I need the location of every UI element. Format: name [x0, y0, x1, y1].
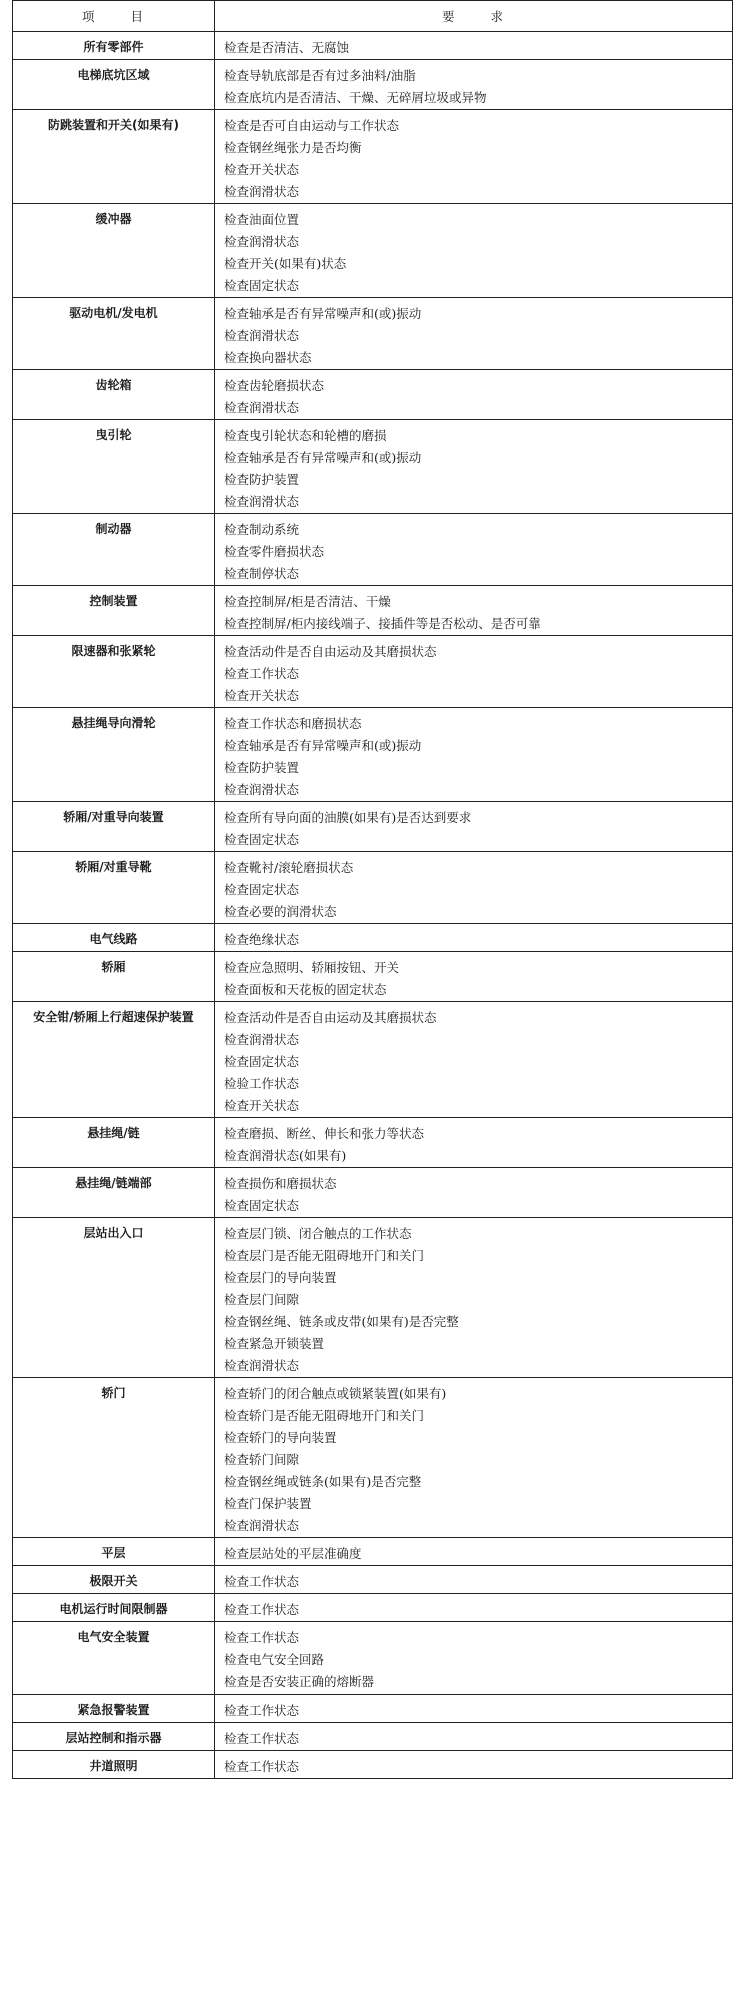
table-row: [13, 852, 733, 924]
table-row: [13, 1378, 733, 1538]
requirement-cell: [215, 708, 733, 802]
requirement-line: 检查润滑状态: [224, 494, 300, 509]
requirement-cell: [215, 802, 733, 852]
requirement-cell: [215, 1118, 733, 1168]
requirement-cell: [215, 1695, 733, 1723]
requirement-line: 检查固定状态: [224, 278, 300, 293]
requirement-line: 检查开关状态: [224, 1098, 300, 1113]
requirement-line: 检查润滑状态: [224, 234, 300, 249]
requirement-line: 检查绝缘状态: [224, 932, 300, 947]
requirement-line: 检查固定状态: [224, 882, 300, 897]
item-cell: 齿轮箱: [13, 370, 215, 420]
requirement-line: 检查制动系统: [224, 522, 300, 537]
requirement-line: 检查活动件是否自由运动及其磨损状态: [224, 1010, 437, 1025]
requirement-line: 检查磨损、断丝、伸长和张力等状态: [224, 1126, 425, 1141]
requirement-line: 检查所有导向面的油膜(如果有)是否达到要求: [224, 810, 472, 825]
requirement-line: 检查轿门是否能无阻碍地开门和关门: [224, 1408, 425, 1423]
requirement-line: 检查轿门间隙: [224, 1452, 300, 1467]
requirement-line: 检查工作状态: [224, 1574, 300, 1589]
table-header-row: [13, 1, 733, 32]
item-cell: 电气线路: [13, 924, 215, 952]
requirement-line: 检查油面位置: [224, 212, 300, 227]
item-cell: 防跳装置和开关(如果有): [13, 110, 215, 204]
item-cell: 限速器和张紧轮: [13, 636, 215, 708]
requirement-line: 检查面板和天花板的固定状态: [224, 982, 387, 997]
table-row: [13, 1002, 733, 1118]
table-row: [13, 1723, 733, 1751]
requirement-line: 检查钢丝绳张力是否均衡: [224, 140, 362, 155]
table-row: [13, 420, 733, 514]
requirement-cell: [215, 1218, 733, 1378]
requirement-line: 检查润滑状态: [224, 184, 300, 199]
requirement-cell: [215, 636, 733, 708]
requirement-cell: [215, 1566, 733, 1594]
requirement-line: 检查工作状态: [224, 1731, 300, 1746]
requirement-line: 检查换向器状态: [224, 350, 312, 365]
table-row: [13, 708, 733, 802]
table-row: [13, 32, 733, 60]
requirement-line: 检查是否安装正确的熔断器: [224, 1674, 375, 1689]
requirement-line: 检查固定状态: [224, 832, 300, 847]
item-cell: 悬挂绳导向滑轮: [13, 708, 215, 802]
requirement-cell: [215, 952, 733, 1002]
requirement-cell: [215, 1723, 733, 1751]
table-row: [13, 1218, 733, 1378]
requirement-line: 检查钢丝绳或链条(如果有)是否完整: [224, 1474, 422, 1489]
requirement-cell: [215, 1168, 733, 1218]
requirement-line: 检查轿门的导向装置: [224, 1430, 337, 1445]
item-column-header: [13, 1, 215, 32]
requirement-line: 检查活动件是否自由运动及其磨损状态: [224, 644, 437, 659]
requirement-line: 检查开关状态: [224, 162, 300, 177]
requirement-line: 检查工作状态和磨损状态: [224, 716, 362, 731]
requirement-line: 检查靴衬/滚轮磨损状态: [224, 860, 354, 875]
requirement-line: 检查固定状态: [224, 1198, 300, 1213]
requirement-cell: [215, 1594, 733, 1622]
table-row: [13, 1622, 733, 1695]
item-cell: 轿门: [13, 1378, 215, 1538]
requirement-line: 检查工作状态: [224, 1703, 300, 1718]
requirement-line: 检查层门锁、闭合触点的工作状态: [224, 1226, 412, 1241]
item-cell: 制动器: [13, 514, 215, 586]
requirement-line: 检查控制屏/柜是否清洁、干燥: [224, 594, 391, 609]
table-row: [13, 924, 733, 952]
requirement-cell: [215, 1538, 733, 1566]
table-row: [13, 636, 733, 708]
requirement-cell: [215, 1002, 733, 1118]
requirement-line: 检查门保护装置: [224, 1496, 312, 1511]
table-row: [13, 1118, 733, 1168]
table-row: [13, 1168, 733, 1218]
requirement-line: 检查紧急开锁装置: [224, 1336, 325, 1351]
requirement-line: 检查开关(如果有)状态: [224, 256, 347, 271]
requirement-line: 检查润滑状态: [224, 400, 300, 415]
requirement-line: 检查轴承是否有异常噪声和(或)振动: [224, 738, 422, 753]
requirement-line: 检查是否可自由运动与工作状态: [224, 118, 400, 133]
requirement-line: 检查润滑状态: [224, 782, 300, 797]
table-row: [13, 1594, 733, 1622]
item-cell: 悬挂绳/链: [13, 1118, 215, 1168]
requirement-line: 检查润滑状态: [224, 328, 300, 343]
requirement-line: 检查润滑状态: [224, 1518, 300, 1533]
requirement-cell: [215, 1751, 733, 1779]
requirement-line: 检查必要的润滑状态: [224, 904, 337, 919]
table-row: [13, 60, 733, 110]
item-cell: 轿厢/对重导靴: [13, 852, 215, 924]
item-cell: 平层: [13, 1538, 215, 1566]
requirement-line: 检查工作状态: [224, 666, 300, 681]
requirement-line: 检查工作状态: [224, 1759, 300, 1774]
requirement-line: 检查层门的导向装置: [224, 1270, 337, 1285]
req-header-char-1: 要: [441, 9, 457, 24]
requirement-line: 检查工作状态: [224, 1602, 300, 1617]
table-row: [13, 110, 733, 204]
requirement-cell: [215, 370, 733, 420]
requirement-cell: [215, 514, 733, 586]
table-row: [13, 952, 733, 1002]
item-cell: 紧急报警装置: [13, 1695, 215, 1723]
table-body: [13, 32, 733, 1779]
table-row: [13, 1695, 733, 1723]
item-cell: 轿厢: [13, 952, 215, 1002]
table-row: [13, 1751, 733, 1779]
table-row: [13, 1566, 733, 1594]
requirement-line: 检查润滑状态: [224, 1358, 300, 1373]
requirement-line: 检查钢丝绳、链条或皮带(如果有)是否完整: [224, 1314, 459, 1329]
item-cell: 层站出入口: [13, 1218, 215, 1378]
item-cell: 所有零部件: [13, 32, 215, 60]
item-header-char-1: 项: [81, 9, 97, 24]
requirement-line: 检查曳引轮状态和轮槽的磨损: [224, 428, 387, 443]
requirement-line: 检查固定状态: [224, 1054, 300, 1069]
item-header-char-2: 目: [130, 9, 146, 24]
item-cell: 电气安全装置: [13, 1622, 215, 1695]
item-cell: 悬挂绳/链端部: [13, 1168, 215, 1218]
table-row: [13, 802, 733, 852]
requirement-line: 检查润滑状态(如果有): [224, 1148, 347, 1163]
requirement-cell: [215, 924, 733, 952]
requirement-cell: [215, 586, 733, 636]
requirement-line: 检验工作状态: [224, 1076, 300, 1091]
requirement-line: 检查层门是否能无阻碍地开门和关门: [224, 1248, 425, 1263]
req-header-char-2: 求: [490, 9, 506, 24]
table-row: [13, 370, 733, 420]
requirement-line: 检查轴承是否有异常噪声和(或)振动: [224, 450, 422, 465]
item-cell: 井道照明: [13, 1751, 215, 1779]
requirement-cell: [215, 1378, 733, 1538]
requirement-line: 检查润滑状态: [224, 1032, 300, 1047]
requirement-line: 检查开关状态: [224, 688, 300, 703]
requirement-line: 检查轿门的闭合触点或锁紧装置(如果有): [224, 1386, 447, 1401]
item-cell: 驱动电机/发电机: [13, 298, 215, 370]
item-cell: 电梯底坑区域: [13, 60, 215, 110]
requirement-cell: [215, 852, 733, 924]
table-row: [13, 1538, 733, 1566]
requirement-line: 检查零件磨损状态: [224, 544, 325, 559]
table-row: [13, 514, 733, 586]
requirement-line: 检查应急照明、轿厢按钮、开关: [224, 960, 400, 975]
requirement-cell: [215, 204, 733, 298]
requirement-line: 检查轴承是否有异常噪声和(或)振动: [224, 306, 422, 321]
requirement-line: 检查底坑内是否清洁、干燥、无碎屑垃圾或异物: [224, 90, 487, 105]
requirement-column-header: [215, 1, 733, 32]
requirement-cell: [215, 298, 733, 370]
item-cell: 控制装置: [13, 586, 215, 636]
item-cell: 极限开关: [13, 1566, 215, 1594]
requirement-line: 检查防护装置: [224, 760, 300, 775]
table-row: [13, 298, 733, 370]
requirement-line: 检查工作状态: [224, 1630, 300, 1645]
requirement-line: 检查是否清洁、无腐蚀: [224, 40, 350, 55]
item-cell: 缓冲器: [13, 204, 215, 298]
item-cell: 电机运行时间限制器: [13, 1594, 215, 1622]
item-cell: 层站控制和指示器: [13, 1723, 215, 1751]
requirement-cell: [215, 32, 733, 60]
requirement-line: 检查层站处的平层准确度: [224, 1546, 362, 1561]
requirement-line: 检查控制屏/柜内接线端子、接插件等是否松动、是否可靠: [224, 616, 541, 631]
requirement-cell: [215, 60, 733, 110]
item-cell: 安全钳/轿厢上行超速保护装置: [13, 1002, 215, 1118]
item-cell: 轿厢/对重导向装置: [13, 802, 215, 852]
table-row: [13, 586, 733, 636]
maintenance-requirements-table: [12, 0, 733, 1779]
requirement-line: 检查防护装置: [224, 472, 300, 487]
requirement-line: 检查电气安全回路: [224, 1652, 325, 1667]
requirement-line: 检查导轨底部是否有过多油料/油脂: [224, 68, 416, 83]
requirement-cell: [215, 420, 733, 514]
requirement-cell: [215, 1622, 733, 1695]
table-row: [13, 204, 733, 298]
requirement-line: 检查制停状态: [224, 566, 300, 581]
requirement-line: 检查层门间隙: [224, 1292, 300, 1307]
item-cell: 曳引轮: [13, 420, 215, 514]
requirement-line: 检查损伤和磨损状态: [224, 1176, 337, 1191]
requirement-line: 检查齿轮磨损状态: [224, 378, 325, 393]
requirement-cell: [215, 110, 733, 204]
